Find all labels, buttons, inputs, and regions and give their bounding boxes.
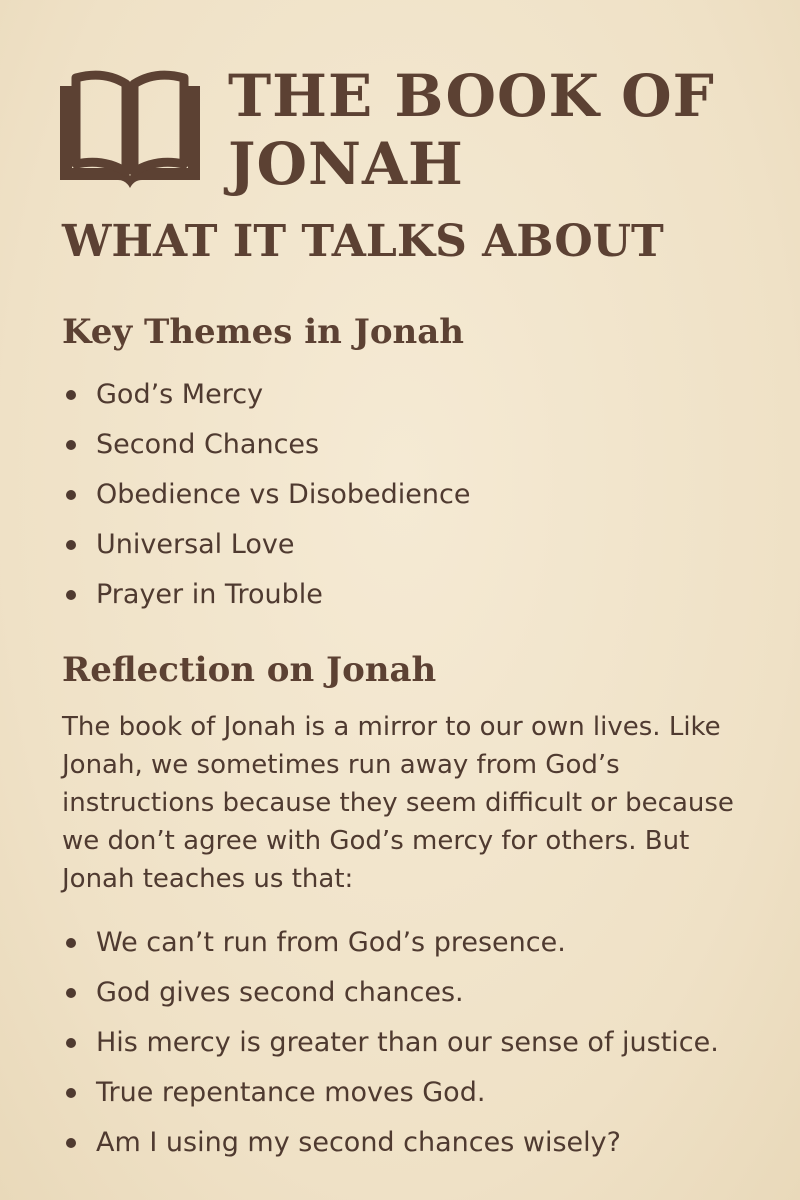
list-item-text: Obedience vs Disobedience — [96, 479, 471, 510]
bullet-icon — [66, 440, 76, 450]
list-item — [62, 570, 470, 620]
reflection-heading: Reflection on Jonah — [62, 650, 437, 690]
open-book-icon — [56, 68, 204, 196]
bullet-icon — [66, 590, 76, 600]
themes-list — [62, 370, 470, 620]
list-item-text: God gives second chances. — [96, 977, 464, 1008]
bullet-icon — [66, 1088, 76, 1098]
list-item-text: We can’t run from God’s presence. — [96, 927, 566, 958]
bullet-icon — [66, 490, 76, 500]
bullet-icon — [66, 988, 76, 998]
list-item-text: His mercy is greater than our sense of justice. — [96, 1027, 719, 1058]
list-item — [62, 1118, 719, 1168]
list-item-text: Prayer in Trouble — [96, 579, 323, 610]
list-item — [62, 470, 470, 520]
bullet-icon — [66, 938, 76, 948]
list-item-text: Universal Love — [96, 529, 295, 560]
bullet-icon — [66, 1138, 76, 1148]
bullet-icon — [66, 540, 76, 550]
list-item — [62, 918, 719, 968]
lessons-list — [62, 918, 719, 1168]
list-item — [62, 520, 470, 570]
themes-heading: Key Themes in Jonah — [62, 312, 464, 352]
page-subtitle: WHAT IT TALKS ABOUT — [62, 216, 664, 267]
list-item — [62, 420, 470, 470]
reflection-paragraph: The book of Jonah is a mirror to our own lives. Like Jonah, we sometimes run away from God’s instructions because they seem difficult or because we don’t agree with God’s mercy for others. But Jonah teaches us that: — [62, 712, 734, 894]
list-item-text: Am I using my second chances wisely? — [96, 1127, 621, 1158]
bullet-icon — [66, 390, 76, 400]
list-item — [62, 968, 719, 1018]
list-item-text: Second Chances — [96, 429, 320, 460]
list-item — [62, 1018, 719, 1068]
list-item-text: God’s Mercy — [96, 379, 264, 410]
list-item-text: True repentance moves God. — [96, 1077, 486, 1108]
bullet-icon — [66, 1038, 76, 1048]
list-item — [62, 370, 470, 420]
page-title: THE BOOK OF JONAH — [228, 62, 715, 198]
list-item — [62, 1068, 719, 1118]
